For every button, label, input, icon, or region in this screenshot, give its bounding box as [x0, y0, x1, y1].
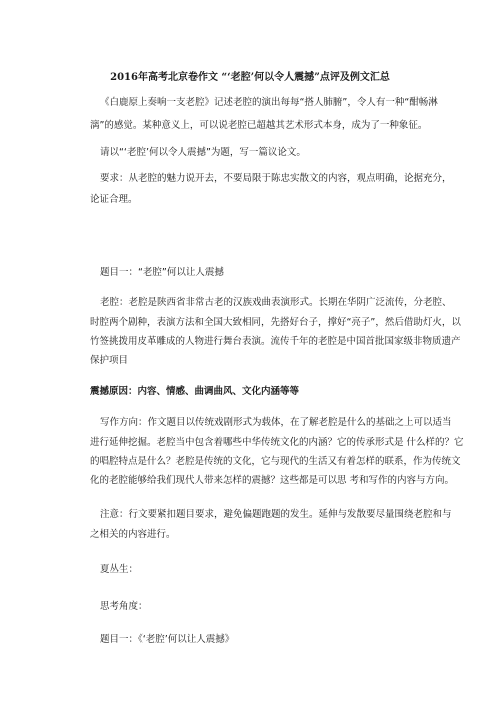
- writing-direction-line-3: 的唱腔特点是什么？老腔是传统的文化，它与现代的生活又有着怎样的联系，作为传统文: [90, 456, 461, 467]
- writing-direction-line-1: 写作方向：作文题目以传统戏剧形式为载体，在了解老腔是什么的基础之上可以适当: [100, 417, 452, 428]
- topic-heading: 题目一：“老腔”何以让人震撼: [100, 267, 224, 278]
- laoqiang-line-3: 竹签挑拨用皮革雕成的人物进行舞台表演。流传千年的老腔是中国首批国家级非物质遗产: [90, 336, 461, 347]
- note-line-2: 之相关的内容进行。: [90, 529, 176, 540]
- thinking-angle-label: 思考角度：: [100, 601, 148, 612]
- requirement-line-2: 论证合理。: [90, 194, 138, 205]
- requirement-line-1: 要求：从老腔的魅力说开去，不要局限于陈忠实散文的内容，观点明确，论据充分，: [100, 173, 452, 184]
- writing-direction-line-2: 进行延伸挖掘。老腔当中包含着哪些中华传统文化的内涵？它的传承形式是 什么样的？它: [90, 437, 464, 448]
- shock-reasons-heading: 震撼原因：内容、情感、曲调曲风、文化内涵等等: [90, 386, 300, 397]
- final-topic-heading: 题目一：《‘老腔’何以让人震撼》: [100, 634, 235, 645]
- prompt-line-1: 《白鹿原上奏响一支老腔》记述老腔的演出每每“搭人肺腑”，令人有一种“酣畅淋: [100, 97, 438, 108]
- laoqiang-line-4: 保护项目: [90, 355, 129, 366]
- note-line-1: 注意：行文要紧扣题目要求，避免偏题跑题的发生。延伸与发散要尽量围绕老腔和与: [100, 509, 452, 520]
- page-title: 2016年高考北京卷作文 “‘老腔’何以令人震撼”点评及例文汇总: [110, 72, 390, 83]
- prompt-line-2: 漓”的感觉。某种意义上，可以说老腔已超越其艺术形式本身，成为了一种象征。: [90, 120, 428, 131]
- laoqiang-line-1: 老腔：老腔是陕西省非常古老的汉族戏曲表演形式。长期在华阴广泛流传，分老腔、: [100, 297, 452, 308]
- author-label: 夏丛生：: [100, 564, 139, 575]
- prompt-line-3: 请以“‘老腔’何以令人震撼”为题，写一篇议论文。: [100, 147, 306, 158]
- laoqiang-line-2: 时腔两个剧种，表演方法和全国大致相同，先搭好台子，撑好“亮子”，然后借助灯火，以: [90, 317, 461, 328]
- writing-direction-line-4: 化的老腔能够给我们现代人带来怎样的震撼？这些都是可以思 考和写作的内容与方向。: [90, 475, 455, 486]
